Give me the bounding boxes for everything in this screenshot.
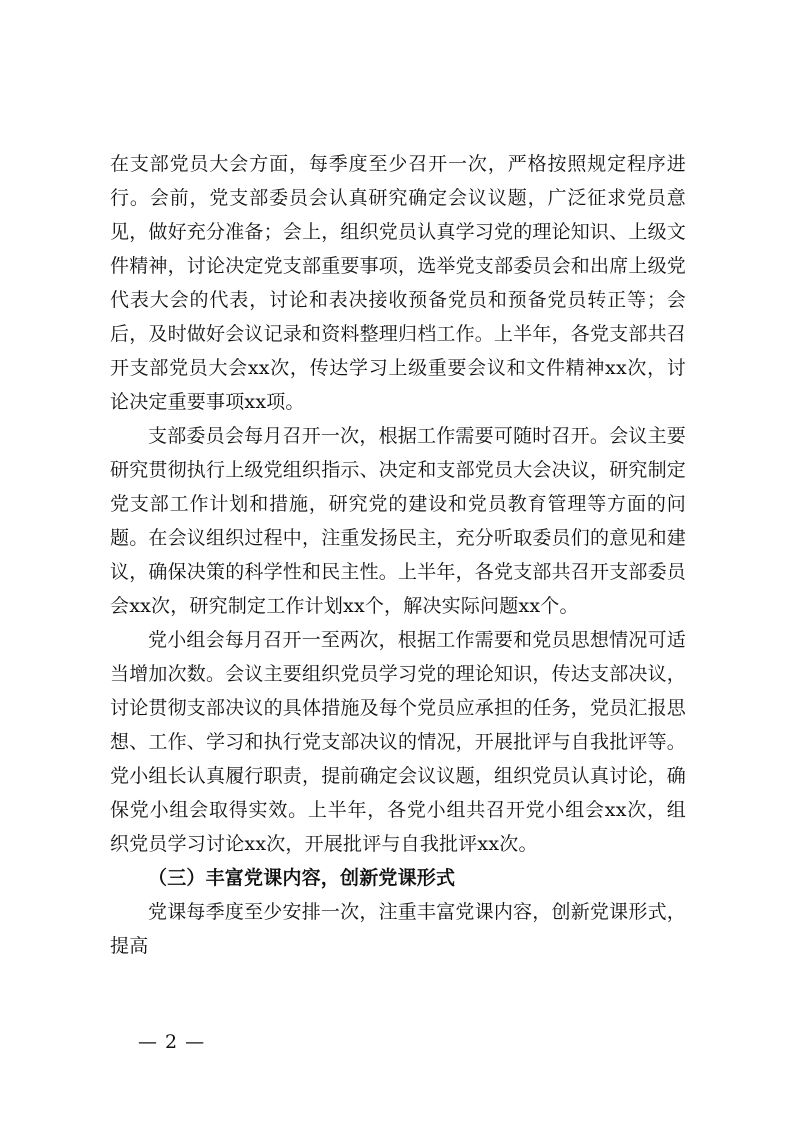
paragraph-party-group-meeting: 党小组会每月召开一至两次，根据工作需要和党员思想情况可适当增加次数。会议主要组织党员学习党的理论知识，传达支部决议，讨论贯彻支部决议的具体措施及每个党员应承担的任务，党员汇报思想、工作、学习和执行党支部决议的情况，开展批评与自我批评等。党小组长认真履行职责，提前确定会议议题，组织党员认真讨论，确保党小组会取得实效。上半年，各党小组共召开党小组会xx次，组织党员学习讨论xx次，开展批评与自我批评xx次。 (110, 629, 687, 855)
body-text (110, 147, 686, 963)
paragraph-branch-committee: 支部委员会每月召开一次，根据工作需要可随时召开。会议主要研究贯彻执行上级党组织指示、决定和支部党员大会决议，研究制定党支部工作计划和措施，研究党的建设和党员教育管理等方面的问题。在会议组织过程中，注重发扬民主，充分听取委员们的意见和建议，确保决策的科学性和民主性。上半年，各党支部共召开支部委员会xx次，研究制定工作计划xx个，解决实际问题xx个。 (110, 425, 687, 617)
section-heading: （三）丰富党课内容，创新党课形式 (148, 867, 456, 889)
page-number: — 2 — (138, 1031, 206, 1053)
paragraph-party-member-meeting: 在支部党员大会方面，每季度至少召开一次，严格按照规定程序进行。会前，党支部委员会认真研究确定会议议题，广泛征求党员意见，做好充分准备；会上，组织党员认真学习党的理论知识、上级文件精神，讨论决定党支部重要事项，选举党支部委员会和出席上级党代表大会的代表，讨论和表决接收预备党员和预备党员转正等；会后，及时做好会议记录和资料整理归档工作。上半年，各党支部共召开支部党员大会xx次，传达学习上级重要会议和文件精神xx次，讨论决定重要事项xx项。 (110, 153, 687, 413)
paragraph-party-lecture: 党课每季度至少安排一次，注重丰富党课内容，创新党课形式，提高 (110, 901, 686, 957)
